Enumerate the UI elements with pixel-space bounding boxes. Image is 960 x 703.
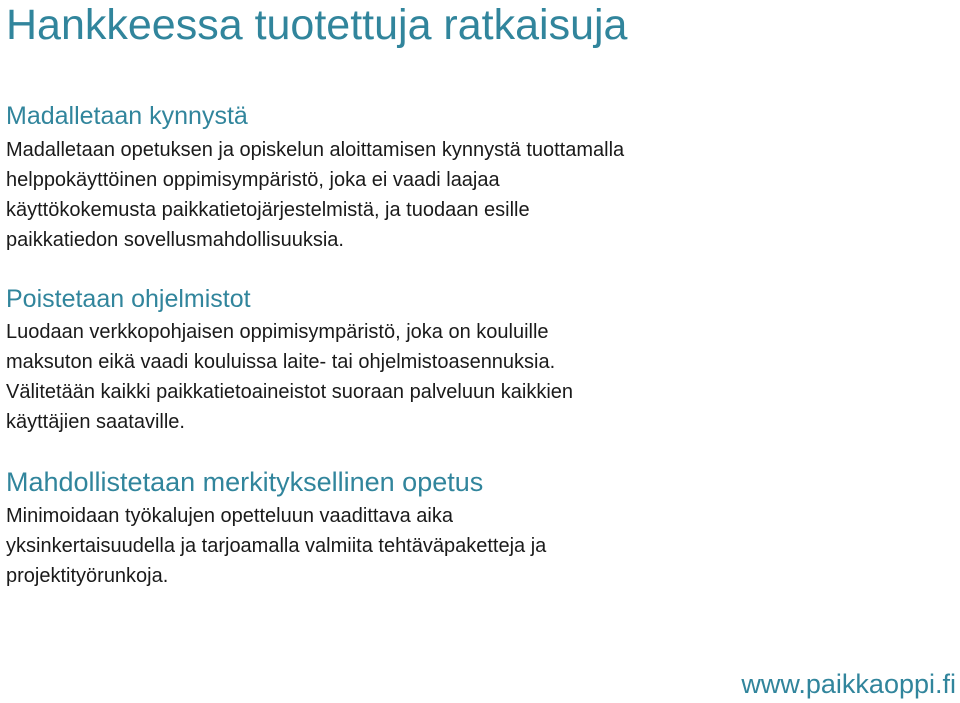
body-line: Minimoidaan työkalujen opetteluun vaadittava aika <box>6 505 453 527</box>
body-line: käyttäjien saataville. <box>6 411 185 433</box>
section-heading: Madalletaan kynnystä <box>6 102 248 130</box>
body-line: Madalletaan opetuksen ja opiskelun aloittamisen kynnystä tuottamalla <box>6 139 625 161</box>
website-url: www.paikkaoppi.fi <box>741 669 956 699</box>
body-line: projektityörunkoja. <box>6 565 169 587</box>
body-line: paikkatiedon sovellusmahdollisuuksia. <box>6 229 344 251</box>
body-line: Luodaan verkkopohjaisen oppimisympäristö, joka on kouluille <box>6 321 549 343</box>
section-lower-threshold <box>6 99 946 255</box>
section-body <box>6 501 946 591</box>
body-line: helppokäyttöinen oppimisympäristö, joka ei vaadi laajaa <box>6 169 500 191</box>
body-line: käyttökokemusta paikkatietojärjestelmistä, ja tuodaan esille <box>6 199 530 221</box>
body-line: maksuton eikä vaadi kouluissa laite- tai ohjelmistoasennuksia. <box>6 351 556 373</box>
page-title: Hankkeessa tuotettuja ratkaisuja <box>6 1 628 49</box>
body-line: yksinkertaisuudella ja tarjoamalla valmiita tehtäväpaketteja ja <box>6 535 547 557</box>
section-remove-software <box>6 282 946 437</box>
body-line: Välitetään kaikki paikkatietoaineistot suoraan palveluun kaikkien <box>6 381 574 403</box>
section-meaningful-teaching <box>6 464 946 591</box>
section-body <box>6 135 946 255</box>
section-heading: Poistetaan ohjelmistot <box>6 285 251 313</box>
section-heading: Mahdollistetaan merkityksellinen opetus <box>6 467 484 497</box>
section-body <box>6 317 946 437</box>
